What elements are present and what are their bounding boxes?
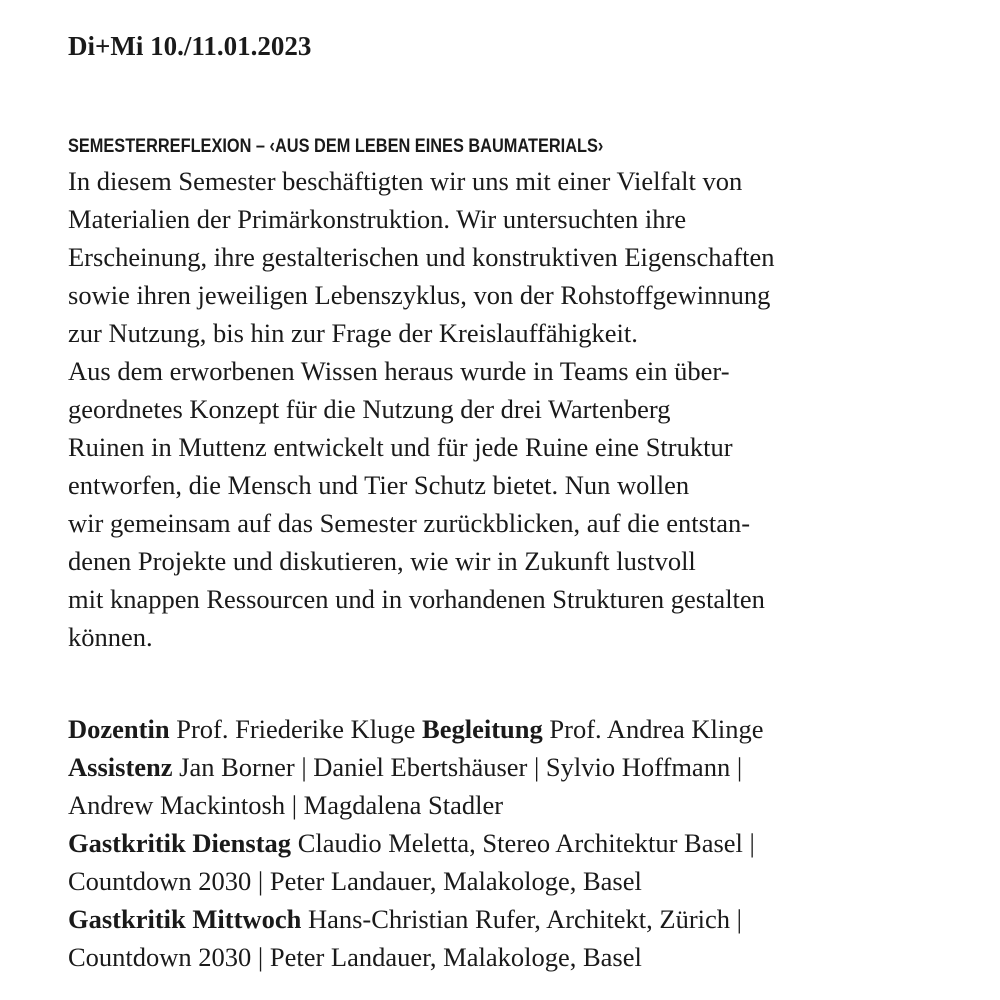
dozentin-label: Dozentin [68,714,170,744]
description-line: zur Nutzung, bis hin zur Frage der Kreislauffähigkeit. [68,318,638,348]
dozentin-value: Prof. Friederike Kluge [169,714,423,744]
description-line: Materialien der Primärkonstruktion. Wir untersuchten ihre [68,204,687,234]
gastkritik-dienstag-label: Gastkritik Dienstag [68,828,292,858]
description-line: Aus dem erworbenen Wissen heraus wurde in Teams ein über- [68,356,730,386]
assistenz-label: Assistenz [68,752,173,782]
description-line: mit knappen Ressourcen und in vorhandenen Strukturen gestalten [68,584,765,614]
begleitung-value: Prof. Andrea Klinge [542,714,764,744]
gastkritik-dienstag-value: Claudio Meletta, Stereo Architektur Basel | [291,828,755,858]
description-line: sowie ihren jeweiligen Lebenszyklus, von der Rohstoffgewinnung [68,280,771,310]
event-date: Di+Mi 10./11.01.2023 [68,31,312,61]
assistenz-value: Jan Borner | Daniel Ebertshäuser | Sylvio Hoffmann | [172,752,743,782]
description-line: entworfen, die Mensch und Tier Schutz bietet. Nun wollen [68,470,690,500]
credits-line-gastkritik-mittwoch [68,900,968,938]
gastkritik-mittwoch-value: Hans-Christian Rufer, Architekt, Zürich | [301,904,742,934]
description-line: Ruinen in Muttenz entwickelt und für jede Ruine eine Struktur [68,432,733,462]
event-page [68,28,968,976]
section-title: SEMESTERREFLEXION – ‹AUS DEM LEBEN EINES BAUMATERIALS› [68,136,604,157]
credits-line-gastkritik-dienstag-cont: Countdown 2030 | Peter Landauer, Malakologe, Basel [68,866,642,896]
credits-block [68,710,968,976]
credits-line-gastkritik-mittwoch-cont: Countdown 2030 | Peter Landauer, Malakologe, Basel [68,942,642,972]
gastkritik-mittwoch-label: Gastkritik Mittwoch [68,904,302,934]
description-line: wir gemeinsam auf das Semester zurückblicken, auf die entstan- [68,508,751,538]
description-line: In diesem Semester beschäftigten wir uns mit einer Vielfalt von [68,166,743,196]
credits-line-assistenz [68,748,968,786]
credits-line-gastkritik-dienstag [68,824,968,862]
description-line: geordnetes Konzept für die Nutzung der drei Wartenberg [68,394,671,424]
credits-line-dozentin [68,710,968,748]
credits-line-assistenz-cont: Andrew Mackintosh | Magdalena Stadler [68,790,504,820]
begleitung-label: Begleitung [422,714,543,744]
description-line: Erscheinung, ihre gestalterischen und konstruktiven Eigenschaften [68,242,775,272]
description-paragraph [68,162,968,656]
description-line: können. [68,622,153,652]
description-line: denen Projekte und diskutieren, wie wir in Zukunft lustvoll [68,546,696,576]
